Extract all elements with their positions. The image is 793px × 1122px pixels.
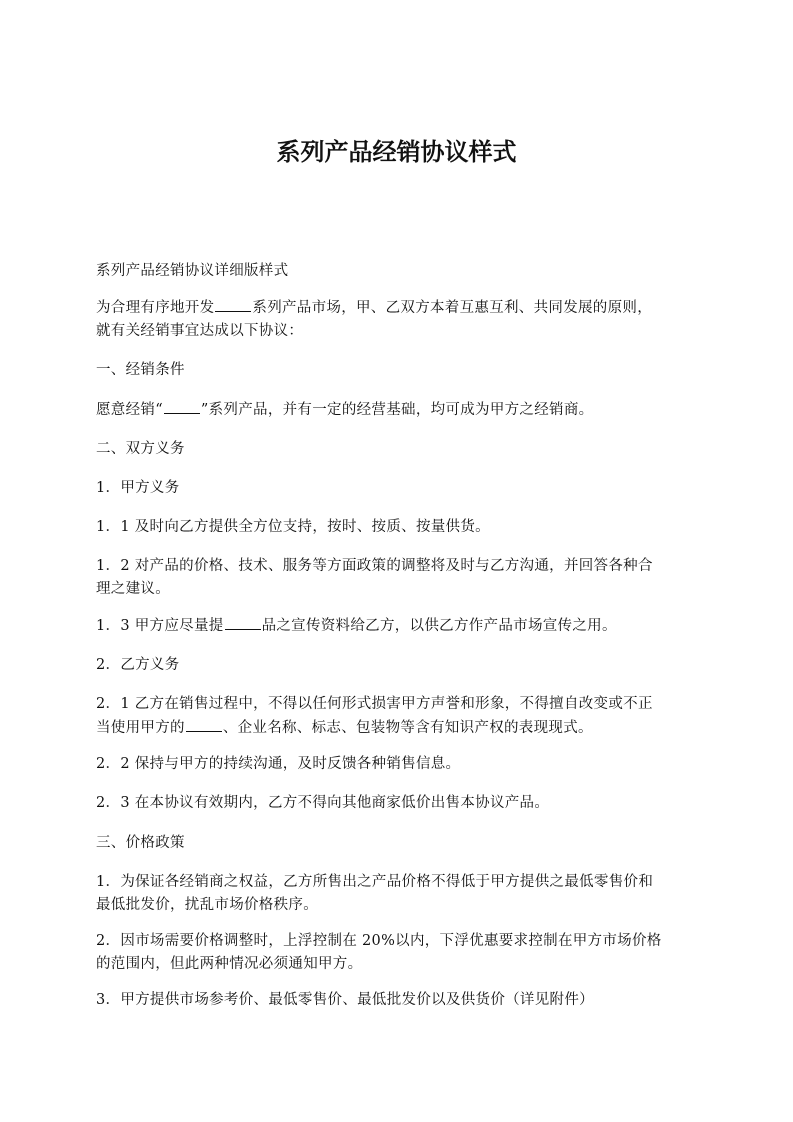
price-clause-2-line-1: 2．因市场需要价格调整时，上浮控制在 20%以内，下浮优惠要求控制在甲方市场价格: [96, 933, 662, 949]
clause-1-3: [96, 614, 700, 638]
price-clause-1-line-2: 最低批发价，扰乱市场价格秩序。: [96, 897, 318, 913]
clause-2-1-text-b: 当使用甲方的: [96, 720, 185, 736]
clause-2-2: 2．2 保持与甲方的持续沟通，及时反馈各种销售信息。: [96, 756, 461, 772]
blank-underline: [186, 716, 222, 732]
section-1-text-a: 愿意经销“: [96, 402, 163, 418]
clause-2-1-line-2: [96, 720, 593, 736]
clause-2-1-text-c: 、企业名称、标志、包装物等含有知识产权的表现现式。: [222, 720, 593, 736]
section-1-heading: 一、经销条件: [96, 362, 185, 378]
price-clause-1: [96, 871, 700, 917]
price-clause-2: [96, 930, 700, 976]
document-body: [96, 260, 700, 1012]
section-2-heading: 二、双方义务: [96, 441, 185, 457]
blank-underline: [164, 398, 200, 414]
intro-text-b: 系列产品市场，甲、乙双方本着互惠互利、共同发展的原则，: [252, 300, 653, 316]
section-1-text: [96, 398, 700, 422]
blank-underline: [225, 614, 261, 630]
section-2-2-heading: 2．乙方义务: [96, 657, 180, 673]
price-clause-2-line-2: 的范围内，但此两种情况必须通知甲方。: [96, 956, 363, 972]
clause-1-2-line-2: 理之建议。: [96, 581, 170, 597]
section-2-1-heading: 1．甲方义务: [96, 480, 180, 496]
price-clause-1-line-1: 1．为保证各经销商之权益，乙方所售出之产品价格不得低于甲方提供之最低零售价和: [96, 874, 654, 890]
clause-1-3-text-a: 1．3 甲方应尽量提: [96, 618, 224, 634]
subtitle: 系列产品经销协议详细版样式: [96, 263, 289, 279]
blank-underline: [215, 296, 251, 312]
intro-line-1: [96, 300, 652, 316]
intro-paragraph: [96, 296, 700, 343]
clause-1-2-line-1: 1．2 对产品的价格、技术、服务等方面政策的调整将及时与乙方沟通，并回答各种合: [96, 558, 653, 574]
document-title: 系列产品经销协议样式: [276, 138, 517, 166]
price-clause-3: 3．甲方提供市场参考价、最低零售价、最低批发价以及供货价（详见附件）: [96, 992, 594, 1008]
clause-2-1-line-1: 2．1 乙方在销售过程中，不得以任何形式损害甲方声誉和形象，不得擅自改变或不正: [96, 696, 653, 712]
section-3-heading: 三、价格政策: [96, 835, 185, 851]
intro-text-c: 就有关经销事宜达成以下协议：: [96, 323, 304, 339]
clause-1-2: [96, 555, 700, 601]
intro-text-a: 为合理有序地开发: [96, 300, 215, 316]
clause-2-1: [96, 693, 700, 740]
clause-1-3-text-b: 品之宣传资料给乙方，以供乙方作产品市场宣传之用。: [261, 618, 617, 634]
section-1-text-b: ”系列产品，并有一定的经营基础，均可成为甲方之经销商。: [200, 402, 594, 418]
clause-1-1: 1．1 及时向乙方提供全方位支持，按时、按质、按量供货。: [96, 519, 490, 535]
clause-2-3: 2．3 在本协议有效期内，乙方不得向其他商家低价出售本协议产品。: [96, 795, 550, 811]
